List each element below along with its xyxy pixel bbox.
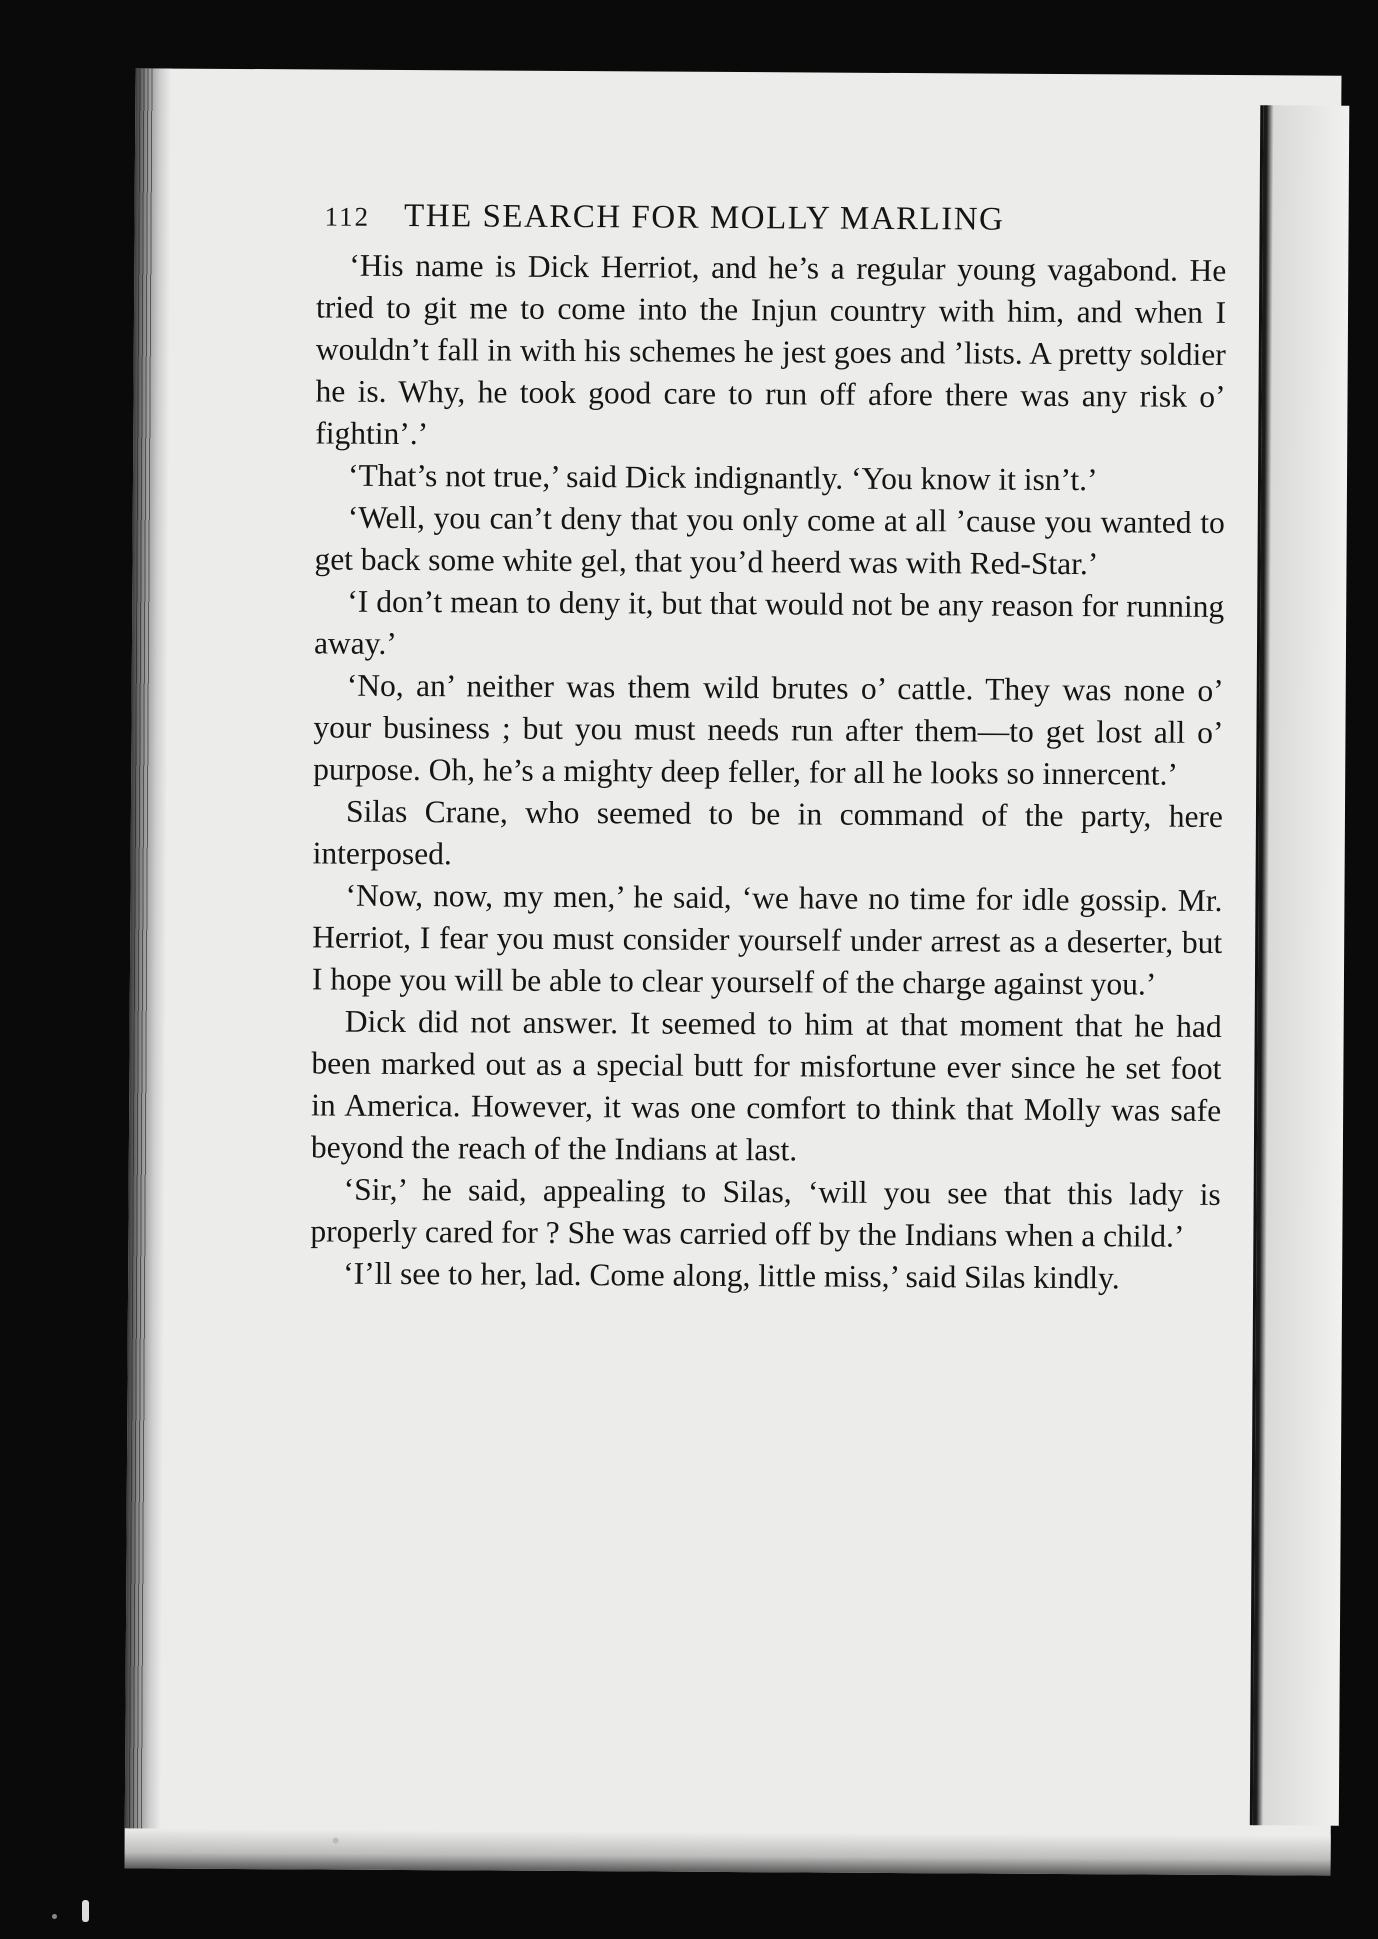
paragraph: Dick did not answer. It seemed to him at that moment that he had been marked out as a special butt for misfortune ever since he set foot in America. However, it was one comfort to think that Molly was safe beyond the reach of the Indians at last. <box>310 1003 1222 1168</box>
paragraph: ‘Well, you can’t deny that you only come at all ’cause you wanted to get back some white gel, that you’d heerd was with Red-Star.’ <box>314 499 1225 582</box>
paragraph: ‘Sir,’ he said, appealing to Silas, ‘will you see that this lady is properly cared for ? She was carried off by the Indians when a child.’ <box>310 1171 1221 1254</box>
page-number: 112 <box>324 201 371 232</box>
scan-speck <box>333 1838 339 1844</box>
running-title: THE SEARCH FOR MOLLY MARLING <box>404 197 1005 238</box>
paragraph: ‘That’s not true,’ said Dick indignantly. ‘You know it isn’t.’ <box>347 457 1098 498</box>
paragraph: ‘Now, now, my men,’ he said, ‘we have no time for idle gossip. Mr. Herriot, I fear you must consider yourself under arrest as a deserter, but I hope you will be able to clear yourself of the charge against you.’ <box>311 877 1223 1002</box>
running-head <box>324 197 1226 240</box>
scan-speck <box>52 1914 57 1919</box>
body-text <box>310 244 1226 1300</box>
paragraph: ‘I’ll see to her, lad. Come along, little miss,’ said Silas kindly. <box>343 1255 1120 1296</box>
paragraph: ‘His name is Dick Herriot, and he’s a regular young vagabond. He tried to git me to come into the Injun country with him, and when I wouldn’t fall in with his schemes he jest goes and ’lists. A pretty soldier he is. Why, he took good care to run off afore there was any risk o’ fightin’.’ <box>315 247 1227 452</box>
book-page <box>125 68 1342 1875</box>
paragraph: Silas Crane, who seemed to be in command of the party, here interposed. <box>312 793 1224 872</box>
paragraph: ‘No, an’ neither was them wild brutes o’ cattle. They was none o’ your business ; but you must needs run after them—to get lost all o’ purpose. Oh, he’s a mighty deep feller, for all he looks so innercent.’ <box>313 667 1224 792</box>
scan-speck <box>82 1900 89 1922</box>
facing-page-edge <box>1250 105 1350 1826</box>
page-bottom-shadow <box>125 1828 1331 1875</box>
paragraph: ‘I don’t mean to deny it, but that would not be any reason for running away.’ <box>313 583 1225 661</box>
page-content <box>310 197 1227 1300</box>
